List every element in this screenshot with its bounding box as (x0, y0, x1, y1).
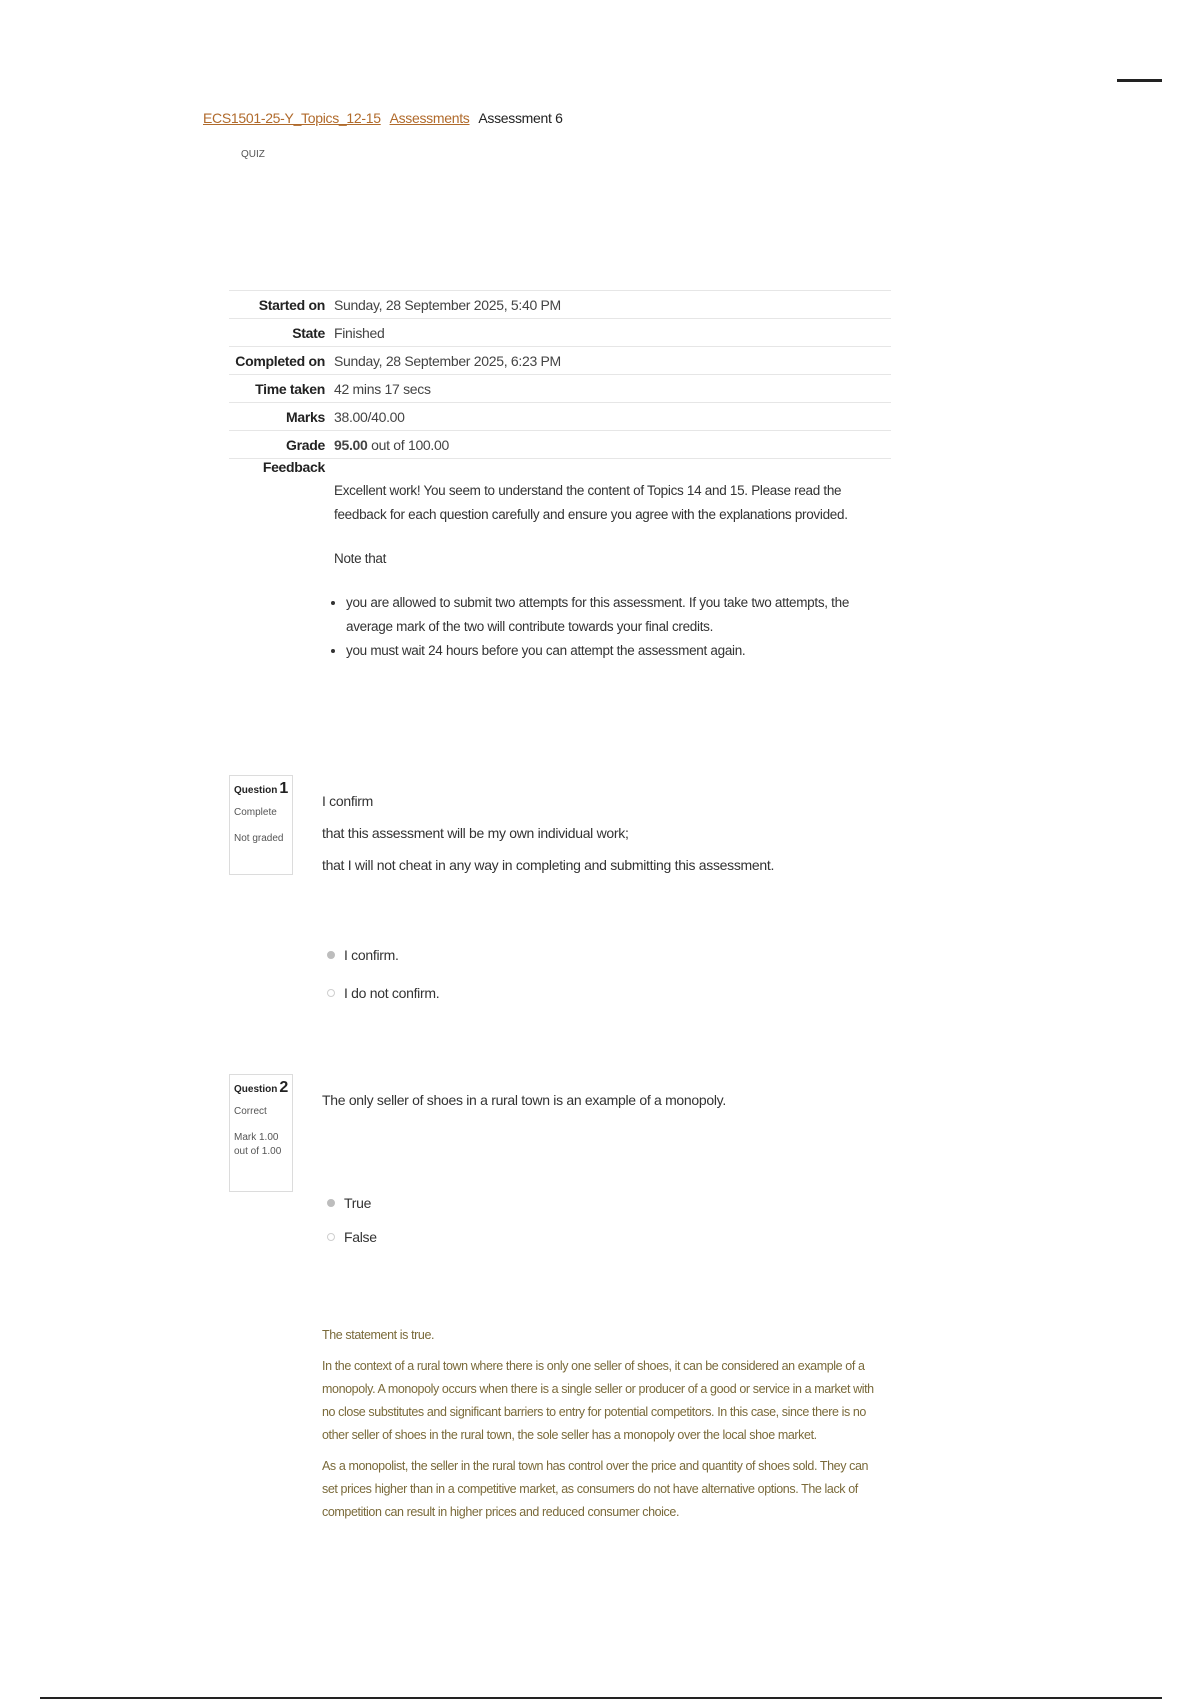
summary-value (334, 437, 449, 453)
summary-row-started (229, 291, 891, 319)
summary-value: Sunday, 28 September 2025, 6:23 PM (334, 352, 561, 369)
summary-value: Finished (334, 324, 385, 341)
breadcrumb (203, 110, 563, 126)
grade-score: 95.00 (334, 436, 368, 453)
feedback-bullet: • you must wait 24 hours before you can attempt the assessment again. (346, 639, 889, 663)
summary-row-grade (229, 431, 891, 459)
question-status: Complete (234, 807, 277, 818)
summary-label: Started on (258, 296, 325, 313)
summary-row-time-taken (229, 375, 891, 403)
summary-label: Completed on (235, 352, 325, 369)
radio-selected-icon[interactable] (327, 1199, 335, 1207)
summary-value: 38.00/40.00 (334, 408, 405, 425)
question-number-value: 1 (279, 780, 289, 797)
breadcrumb-assessments-link[interactable]: Assessments (389, 110, 470, 126)
overall-feedback (334, 459, 889, 663)
radio-icon[interactable] (327, 989, 335, 997)
summary-label: State (292, 324, 325, 341)
attempt-summary-table (229, 290, 891, 663)
question-mark: Mark 1.00 out of 1.00 (234, 1132, 282, 1157)
summary-label: Time taken (255, 380, 325, 397)
question-text-2 (322, 1092, 882, 1124)
radio-icon[interactable] (327, 1233, 335, 1241)
breadcrumb-course-link[interactable]: ECS1501-25-Y_Topics_12-15 (203, 110, 381, 126)
feedback-paragraph: As a monopolist, the seller in the rural town has control over the price and quantity of shoes sold. They can set prices higher than in a competitive market, as consumers do not have alternative options. The lack of competition can result in higher prices and reduced consumer choice. (322, 1459, 869, 1519)
question-text-1 (322, 793, 882, 889)
page-kind-label: QUIZ (241, 149, 265, 160)
feedback-paragraph: The statement is true. (322, 1328, 435, 1342)
summary-value: Sunday, 28 September 2025, 5:40 PM (334, 296, 561, 313)
feedback-paragraph: In the context of a rural town where there is only one seller of shoes, it can be considered an example of a monopoly. A monopoly occurs when there is a single seller or producer of a good or service in a market with no close substitutes and significant barriers to entry for potential competitors. In this case, since there is no other seller of shoes in the rural town, the sole seller has a monopoly over the local shoe market. (322, 1359, 874, 1442)
question-number (234, 1081, 292, 1097)
question-prefix: Question (234, 1084, 278, 1095)
question-info-1 (229, 775, 293, 875)
question-feedback-2 (322, 1324, 882, 1532)
summary-row-state (229, 319, 891, 347)
breadcrumb-current: Assessment 6 (478, 110, 563, 126)
grade-out-of: out of 100.00 (367, 436, 449, 453)
summary-row-completed (229, 347, 891, 375)
option-label: I do not confirm. (344, 985, 440, 1001)
summary-value: 42 mins 17 secs (334, 380, 431, 397)
feedback-bullet: • you are allowed to submit two attempts for this assessment. If you take two attempts, the average mark of the two will contribute towards your final credits. (346, 591, 889, 639)
summary-row-feedback (229, 459, 891, 663)
option-label: I confirm. (344, 947, 399, 963)
answer-option-false[interactable] (327, 1229, 377, 1245)
feedback-note: Note that (334, 551, 387, 566)
summary-label: Feedback (262, 459, 325, 475)
summary-label: Grade (286, 436, 325, 453)
answer-option-confirm[interactable] (327, 947, 399, 963)
option-label: False (344, 1229, 377, 1245)
feedback-list (334, 591, 889, 663)
feedback-intro: Excellent work! You seem to understand the content of Topics 14 and 15. Please read the feedback for each question carefully and ensure you agree with the explanations provided. (334, 483, 848, 522)
page-bottom-divider (40, 1697, 1162, 1699)
minimize-icon[interactable] (1117, 79, 1162, 82)
summary-row-marks (229, 403, 891, 431)
question-line: The only seller of shoes in a rural town is an example of a monopoly. (322, 1092, 726, 1108)
answer-option-not-confirm[interactable] (327, 985, 439, 1001)
question-prefix: Question (234, 785, 278, 796)
question-number-value: 2 (279, 1079, 289, 1096)
question-line: that this assessment will be my own individual work; (322, 825, 629, 841)
radio-selected-icon[interactable] (327, 951, 335, 959)
question-line: I confirm (322, 793, 373, 809)
question-status: Correct (234, 1106, 267, 1117)
question-number (234, 782, 292, 798)
option-label: True (344, 1195, 372, 1211)
question-mark: Not graded (234, 833, 284, 844)
question-line: that I will not cheat in any way in completing and submitting this assessment. (322, 857, 775, 873)
summary-label: Marks (286, 408, 325, 425)
question-info-2 (229, 1074, 293, 1192)
answer-option-true[interactable] (327, 1195, 371, 1211)
